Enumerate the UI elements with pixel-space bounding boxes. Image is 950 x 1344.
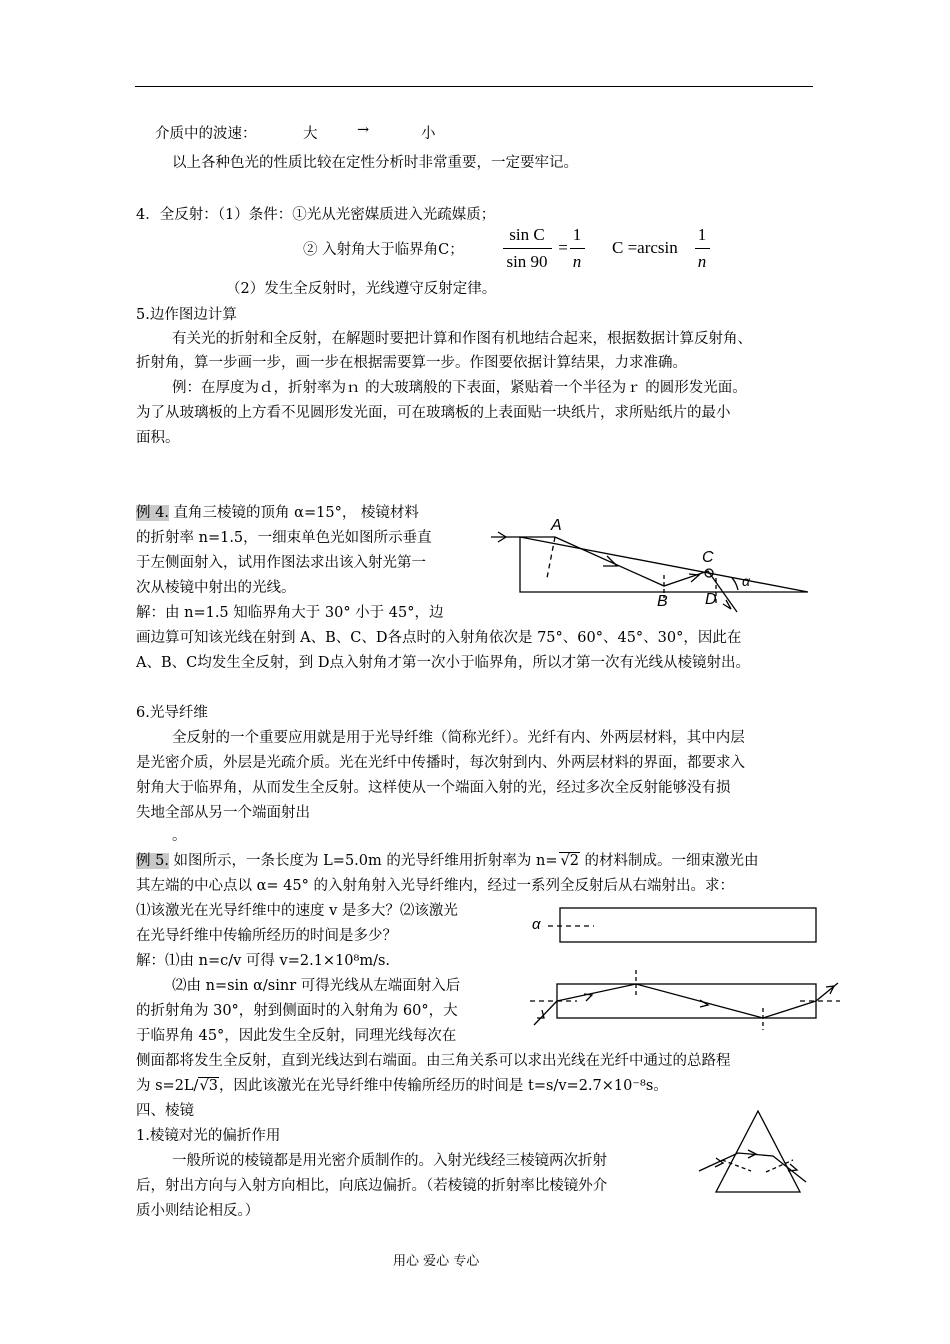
example4-solution-3: A、B、C均发生全反射，到 D点入射角才第一次小于临界角，所以才第一次有光线从棱镜射出。 bbox=[136, 655, 750, 671]
triangle-prism bbox=[716, 1111, 800, 1192]
section6-heading: 6.光导纤维 bbox=[136, 705, 208, 721]
formula-n: n bbox=[572, 252, 582, 271]
section6-p4: 失地全部从另一个端面射出 bbox=[136, 805, 310, 821]
prism-heading: 四、棱镜 bbox=[136, 1103, 194, 1119]
example4-line4: 次从棱镜中射出的光线。 bbox=[136, 580, 296, 596]
example5-s5: 侧面都将发生全反射，直到光线达到右端面。由三角关系可以求出光线在光纤中通过的总路程 bbox=[136, 1053, 731, 1069]
example4-line2: 的折射率 n=1.5，一细束单色光如图所示垂直 bbox=[136, 530, 432, 546]
section5-p1a: 有关光的折射和全反射，在解题时要把计算和作图有机地结合起来，根据数据计算反射角、 bbox=[172, 331, 752, 347]
example5-tag: 例 5. bbox=[136, 853, 169, 869]
formula-c-eq: C =arcsin bbox=[612, 238, 678, 257]
section5-p1b: 折射角，算一步画一步，画一步在根据需要算一步。作图要依据计算结果，力求准确。 bbox=[136, 355, 687, 371]
example4-solution-2: 画边算可知该光线在射到 A、B、C、D各点时的入射角依次是 75°、60°、45°、30°，因此在 bbox=[136, 630, 742, 646]
formula-sinc: sin C bbox=[509, 225, 545, 244]
wave-speed-arrow: → bbox=[357, 122, 370, 138]
section6-p5: 。 bbox=[172, 828, 187, 844]
prism-p1: 一般所说的棱镜都是用光密介质制作的。入射光线经三棱镜两次折射 bbox=[172, 1153, 607, 1169]
total-reflection-item2: （2）发生全反射时，光线遵守反射定律。 bbox=[226, 281, 497, 297]
section5-heading: 5.边作图边计算 bbox=[136, 307, 237, 323]
sqrt3-radical: √3 bbox=[199, 1078, 218, 1094]
prism-subheading: 1.棱镜对光的偏折作用 bbox=[136, 1128, 281, 1144]
example5-q2: 在光导纤维中传输所经历的时间是多少？ bbox=[136, 928, 397, 944]
fiber-label-alpha: α bbox=[532, 916, 541, 933]
deviated-ray bbox=[699, 1153, 806, 1182]
formula-one-2: 1 bbox=[697, 225, 707, 244]
example5-s2: ⑵由 n=sin α/sinr 可得光线从左端面射入后 bbox=[172, 978, 461, 994]
formula-one: 1 bbox=[572, 225, 582, 244]
wave-speed-small: 小 bbox=[421, 126, 436, 142]
formula-sin90: sin 90 bbox=[506, 252, 548, 271]
label-b: B bbox=[657, 593, 668, 610]
example5-s3: 的折射角为 30°，射到侧面时的入射角为 60°，大 bbox=[136, 1003, 458, 1019]
section5-example-c: 面积。 bbox=[136, 430, 180, 446]
label-a: A bbox=[551, 517, 562, 534]
section6-p1: 全反射的一个重要应用就是用于光导纤维（简称光纤）。光纤有内、外两层材料，其中内层 bbox=[172, 730, 745, 746]
sqrt2-radical: √2 bbox=[560, 853, 579, 869]
example5-line2: 其左端的中心点以 α= 45° 的入射角射入光导纤维内，经过一系列全反射后从右端射出。求： bbox=[136, 878, 734, 894]
section6-p3: 射角大于临界角，从而发生全反射。这样使从一个端面入射的光，经过多次全反射能够没有损 bbox=[136, 780, 731, 796]
section6-p2: 是光密介质，外层是光疏介质。光在光纤中传播时，每次射到内、外两层材料的界面，都要求入 bbox=[136, 755, 745, 771]
prism-p3: 质小则结论相反。） bbox=[136, 1203, 260, 1219]
example5-s1: 解：⑴由 n=c/v 可得 v=2.1×10⁸m/s. bbox=[136, 953, 391, 969]
section5-example-b: 为了从玻璃板的上方看不见圆形发光面，可在玻璃板的上表面贴一块纸片，求所贴纸片的最小 bbox=[136, 405, 731, 421]
wave-speed-big: 大 bbox=[303, 126, 318, 142]
example4-line3: 于左侧面射入，试用作图法求出该入射光第一 bbox=[136, 555, 426, 571]
section5-example-a: 例：在厚度为ｄ，折射率为ｎ 的大玻璃般的下表面，紧贴着一个半径为ｒ 的圆形发光面。 bbox=[172, 380, 747, 396]
label-c: C bbox=[702, 549, 714, 566]
remember-note: 以上各种色光的性质比较在定性分析时非常重要，一定要牢记。 bbox=[172, 155, 578, 171]
prism-p2: 后，射出方向与入射方向相比，向底边偏折。（若棱镜的折射率比棱镜外介 bbox=[136, 1178, 608, 1194]
normal-left bbox=[722, 1160, 751, 1171]
example5-s6: 为 s=2L/√3，因此该激光在光导纤维中传输所经历的时间是 t=s/v=2.7×10⁻⁸s。 bbox=[136, 1078, 668, 1094]
formula-n-2: n bbox=[697, 252, 707, 271]
total-reflection-cond2: ② 入射角大于临界角C； bbox=[303, 242, 464, 258]
example5-q1: ⑴该激光在光导纤维中的速度 v 是多大？⑵该激光 bbox=[136, 903, 458, 919]
total-reflection-heading: 4．全反射：（1）条件：①光从光密媒质进入光疏媒质； bbox=[136, 207, 496, 223]
example4-line1: 例 4. 直角三棱镜的顶角 α=15°， 棱镜材料 bbox=[136, 505, 419, 521]
label-d: D bbox=[705, 591, 717, 608]
page-footer: 用心 爱心 专心 bbox=[393, 1254, 480, 1269]
example5-line1: 例 5. 如图所示，一条长度为 L=5.0m 的光导纤维用折射率为 n= √2 的材料制成。一细束激光由 bbox=[136, 853, 759, 869]
label-alpha: α bbox=[742, 573, 750, 589]
example5-s4: 于临界角 45°，因此发生全反射，同理光线每次在 bbox=[136, 1028, 457, 1044]
wave-speed-label: 介质中的波速： bbox=[155, 126, 257, 142]
example4-tag: 例 4. bbox=[136, 505, 169, 521]
formula-equals: = bbox=[558, 238, 568, 257]
example4-solution-1: 解：由 n=1.5 知临界角大于 30° 小于 45°，边 bbox=[136, 605, 444, 621]
